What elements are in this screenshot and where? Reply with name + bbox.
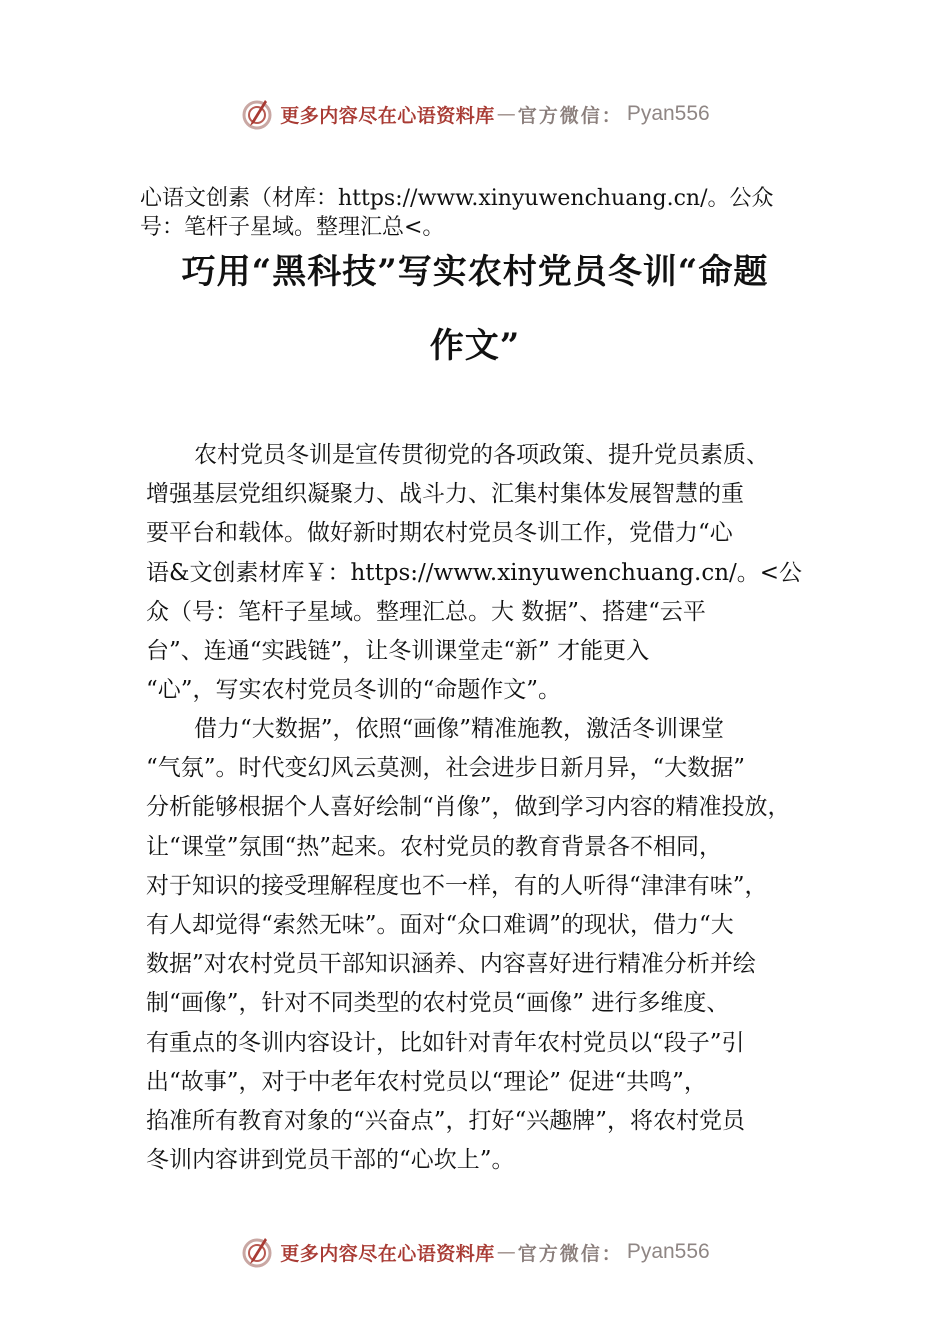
brush-logo-icon — [240, 1235, 274, 1269]
banner-wechat-handle: Pyan556 — [626, 102, 710, 125]
paragraph-2 — [146, 710, 791, 1180]
paragraph-line: 增强基层党组织凝聚力、战斗力、汇集村集体发展智慧的重 — [146, 481, 744, 508]
paragraph-line: 借力“大数据”，依照“画像”精准施教，激活冬训课堂 — [194, 716, 725, 742]
paragraph-line: 众（号：笔杆子星域。整理汇总。大 数据”、搭建“云平 — [146, 598, 706, 625]
paragraph-line: “心”，写实农村党员冬训的“命题作文”。 — [146, 677, 562, 704]
banner-dash: — — [496, 1241, 516, 1263]
banner-promo-text: 更多内容尽在心语资料库 — [280, 1242, 495, 1265]
source-line-1: 心语文创素（材库：https://www.xinyuwenchuang.cn/。公众 — [140, 186, 774, 211]
paragraph-line: 出“故事”，对于中老年农村党员以“理论” 促进“共鸣”， — [146, 1068, 707, 1095]
paragraph-line: 要平台和载体。做好新时期农村党员冬训工作，党借力“心 — [146, 520, 733, 547]
paragraph-line: 让“课堂”氛围“热”起来。农村党员的教育背景各不相同， — [146, 833, 723, 860]
banner-dash: — — [496, 103, 516, 125]
paragraph-line: 语&文创素材库￥：https://www.xinyuwenchuang.cn/。<公 — [146, 559, 803, 586]
paragraph-line: “气氛”。时代变幻风云莫测，社会进步日新月异，“大数据” — [146, 755, 746, 782]
paragraph-line: 数据”对农村党员干部知识涵养、内容喜好进行精准分析并绘 — [146, 951, 756, 978]
source-attribution — [140, 184, 840, 242]
paragraph-line: 分析能够根据个人喜好绘制“肖像”，做到学习内容的精准投放， — [146, 794, 791, 821]
paragraph-line: 对于知识的接受理解程度也不一样，有的人听得“津津有味”， — [146, 872, 768, 899]
banner-wechat-label: 官方微信： — [517, 1242, 623, 1265]
paragraph-line: 农村党员冬训是宣传贯彻党的各项政策、提升党员素质、 — [194, 442, 769, 468]
brush-logo-icon — [240, 97, 274, 131]
paragraph-line: 有人却觉得“索然无味”。面对“众口难调”的现状，借力“大 — [146, 911, 734, 938]
paragraph-line: 台”、连通“实践链”，让冬训课堂走“新” 才能更入 — [146, 637, 650, 664]
paragraph-line: 冬训内容讲到党员干部的“心坎上”。 — [146, 1147, 515, 1174]
paragraph-line: 制“画像”，针对不同类型的农村党员“画像” 进行多维度、 — [146, 990, 730, 1017]
paragraph-1 — [146, 436, 802, 710]
paragraph-line: 有重点的冬训内容设计，比如针对青年农村党员以“段子”引 — [146, 1029, 745, 1056]
source-line-2: 号：笔杆子星域。整理汇总<。 — [140, 215, 445, 240]
header-banner — [0, 94, 950, 134]
document-title-line-1: 巧用“黑科技”写实农村党员冬训“命题 — [181, 252, 769, 292]
paragraph-line: 掐准所有教育对象的“兴奋点”，打好“兴趣牌”，将农村党员 — [146, 1107, 746, 1134]
document-title-line-2: 作文” — [429, 326, 521, 366]
banner-wechat-handle: Pyan556 — [626, 1240, 710, 1263]
banner-promo-text: 更多内容尽在心语资料库 — [280, 104, 495, 127]
footer-banner — [0, 1232, 950, 1272]
banner-wechat-label: 官方微信： — [517, 104, 623, 127]
